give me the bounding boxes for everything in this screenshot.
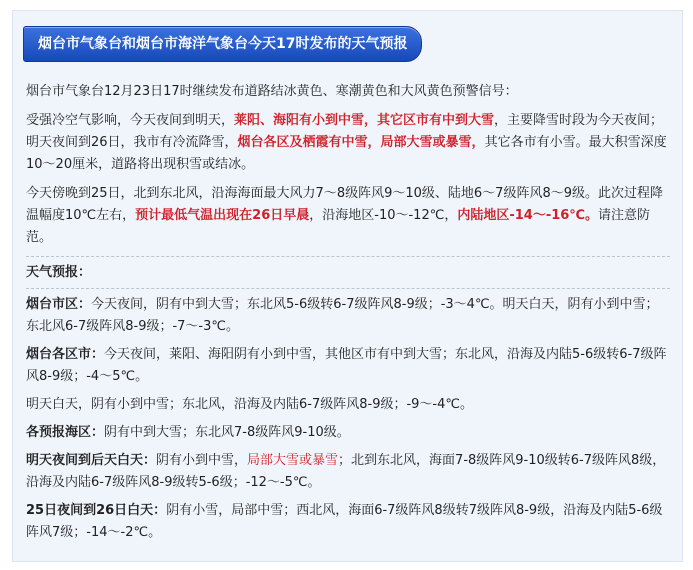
forecast-heading: 天气预报： — [26, 265, 92, 280]
wind-text-2: ，沿海地区-10～-12℃， — [309, 208, 458, 223]
day25-26-label: 25日夜间到26日白天： — [26, 503, 167, 518]
wind-highlight-1: 预计最低气温出现在26日早晨 — [135, 208, 310, 223]
sea-area-text: 阴有中到大雪；东北风7-8级阵风9-10级。 — [104, 425, 350, 440]
divider-bottom — [26, 288, 670, 289]
yantai-city-label: 烟台市区： — [26, 297, 92, 312]
forecast-panel — [12, 10, 683, 562]
wind-text-1: 今天傍晚到25日，北到东北风，沿海海面最大风力7～8级阵风9～10级、陆地6～7级阵风8～9级。此次过程降温幅度10℃左右， — [26, 186, 663, 223]
snow-highlight-1: 莱阳、海阳有小到中雪，其它区市有中到大雪 — [234, 113, 495, 128]
yantai-city-forecast — [26, 294, 670, 338]
tomorrow-night-text-2: ；北到东北风，海面7-8级阵风9-10级转6-7级阵风8级，沿海及内陆6-7级阵风8-9级转5-6级；-12～-5℃。 — [26, 453, 666, 490]
divider-top — [26, 256, 670, 257]
day25-26-text: 阴有小雪，局部中雪；西北风，海面6-7级阵风8级转7级阵风8-9级，沿海及内陆5-6级阵风7级；-14～-2℃。 — [26, 503, 663, 540]
districts-label: 烟台各区市： — [26, 347, 105, 362]
yantai-city-text: 今天夜间，阴有中到大雪；东北风5-6级转6-7级阵风8-9级；-3～4℃。明天白天，阴有小到中雪；东北风6-7级阵风8-9级；-7～-3℃。 — [26, 297, 659, 334]
wind-highlight-2: 内陆地区-14～-16℃。 — [457, 208, 599, 223]
tomorrow-day-forecast: 明天白天，阴有小到中雪；东北风，沿海及内陆6-7级阵风8-9级；-9～-4℃。 — [26, 397, 473, 412]
districts-text: 今天夜间，莱阳、海阳阴有小到中雪，其他区市有中到大雪；东北风，沿海及内陆5-6级转6-7级阵风8-9级；-4～5℃。 — [26, 347, 667, 384]
districts-forecast — [26, 344, 670, 388]
sea-area-forecast — [26, 422, 670, 444]
snow-text-1: 受强冷空气影响，今天夜间到明天， — [26, 113, 235, 128]
wind-text-3: 请注意防范。 — [26, 208, 651, 245]
tomorrow-night-text-1: 阴有小到中雪， — [156, 453, 248, 468]
tomorrow-night-forecast — [26, 450, 670, 494]
snow-paragraph — [26, 110, 670, 176]
banner-title: 烟台市气象台和烟台市海洋气象台今天17时发布的天气预报 — [23, 26, 422, 62]
tomorrow-night-highlight: 局部大雪或暴雪 — [247, 453, 339, 468]
tomorrow-night-label: 明天夜间到后天白天： — [26, 453, 157, 468]
snow-text-3: 其它各市有小雪。最大积雪深度10～20厘米，道路将出现积雪或结冰。 — [26, 135, 667, 172]
sea-area-label: 各预报海区： — [26, 425, 105, 440]
wind-paragraph — [26, 183, 670, 249]
content — [26, 81, 670, 544]
warning-line: 烟台市气象台12月23日17时继续发布道路结冰黄色、寒潮黄色和大风黄色预警信号： — [26, 84, 518, 99]
snow-text-2: ，主要降雪时段为今天夜间；明天夜间到26日，我市有冷流降雪， — [26, 113, 664, 150]
snow-highlight-2: 烟台各区及栖霞有中雪，局部大雪或暴雪， — [237, 135, 485, 150]
day25-26-forecast — [26, 500, 670, 544]
